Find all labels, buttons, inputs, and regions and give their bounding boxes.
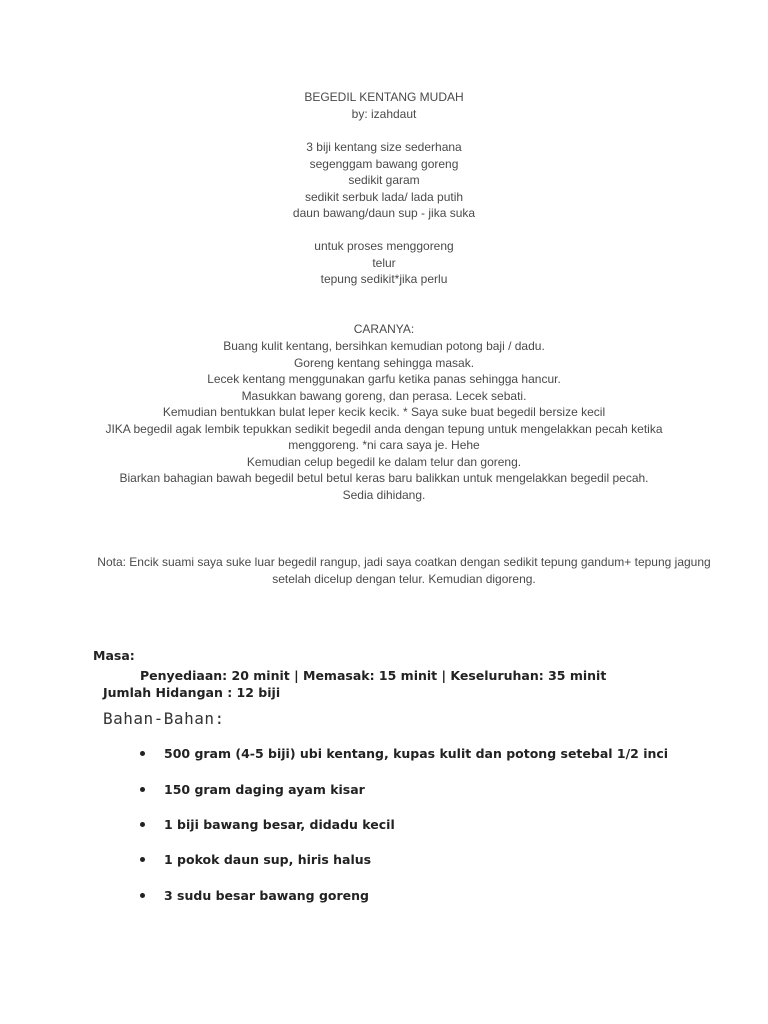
frying-line: untuk proses menggoreng: [314, 239, 454, 253]
method-step: Goreng kentang sehingga masak.: [293, 355, 475, 370]
recipe-header: [0, 89, 768, 122]
frying-line: tepung sedikit*jika perlu: [320, 272, 448, 286]
note-paragraph: Nota: Encik suami saya suke luar begedil rangup, jadi saya coatkan dengan sedikit tepung gandum+ tepung jagung setelah dicelup dengan telur. Kemudian digoreng.: [97, 555, 711, 586]
method-step: Kemudian celup begedil ke dalam telur dan goreng.: [246, 454, 522, 469]
serving-count: Jumlah Hidangan : 12 biji: [103, 685, 281, 700]
method-step: Masukkan bawang goreng, dan perasa. Lecek sebati.: [241, 388, 527, 403]
masa-label: Masa:: [93, 648, 135, 663]
list-item-text: 150 gram daging ayam kisar: [164, 782, 365, 797]
method-step: Buang kulit kentang, bersihkan kemudian potong baji / dadu.: [223, 339, 545, 353]
ingredient-line: sedikit serbuk lada/ lada putih: [304, 189, 464, 204]
bullet-icon: [140, 893, 145, 898]
method-heading: [0, 321, 768, 338]
list-item-text: 1 pokok daun sup, hiris halus: [164, 852, 372, 867]
list-item-text: 3 sudu besar bawang goreng: [164, 888, 369, 903]
method-step: JIKA begedil agak lembik tepukkan sedikit begedil anda dengan tepung untuk mengelakkan pecah ketika menggoreng. *ni cara saya je. Hehe: [105, 421, 663, 452]
list-item-text: 1 biji bawang besar, didadu kecil: [164, 817, 395, 832]
method-step: Sedia dihidang.: [342, 487, 426, 502]
list-item-text: 500 gram (4-5 biji) ubi kentang, kupas kulit dan potong setebal 1/2 inci: [164, 746, 669, 761]
ingredient-line: sedikit garam: [348, 173, 420, 187]
ingredient-line: daun bawang/daun sup - jika suka: [292, 206, 476, 220]
method-step: Lecek kentang menggunakan garfu ketika panas sehingga hancur.: [207, 372, 561, 386]
time-summary: Penyediaan: 20 minit | Memasak: 15 minit | Keseluruhan: 35 minit: [140, 668, 607, 683]
method-steps: [0, 338, 768, 503]
ingredient-list: [0, 139, 768, 222]
ingredient-line: 3 biji kentang size sederhana: [306, 140, 462, 154]
bullet-icon: [140, 787, 145, 792]
bullet-icon: [140, 822, 145, 827]
bullet-icon: [140, 857, 145, 862]
frying-list: [0, 238, 768, 288]
method-step: Kemudian bentukkan bulat leper kecik kecik. * Saya suke buat begedil bersize kecil: [162, 405, 606, 419]
ingredient-line: segenggam bawang goreng: [309, 156, 459, 171]
method-step: Biarkan bahagian bawah begedil betul betul keras baru balikkan untuk mengelakkan begedil pecah.: [119, 471, 649, 485]
bahan-heading: Bahan-Bahan:: [103, 709, 225, 728]
recipe-title: BEGEDIL KENTANG MUDAH: [304, 90, 464, 104]
method-heading-text: CARANYA:: [353, 322, 415, 336]
frying-line: telur: [372, 255, 396, 270]
recipe-author: by: izahdaut: [351, 106, 417, 121]
bullet-icon: [140, 751, 145, 756]
